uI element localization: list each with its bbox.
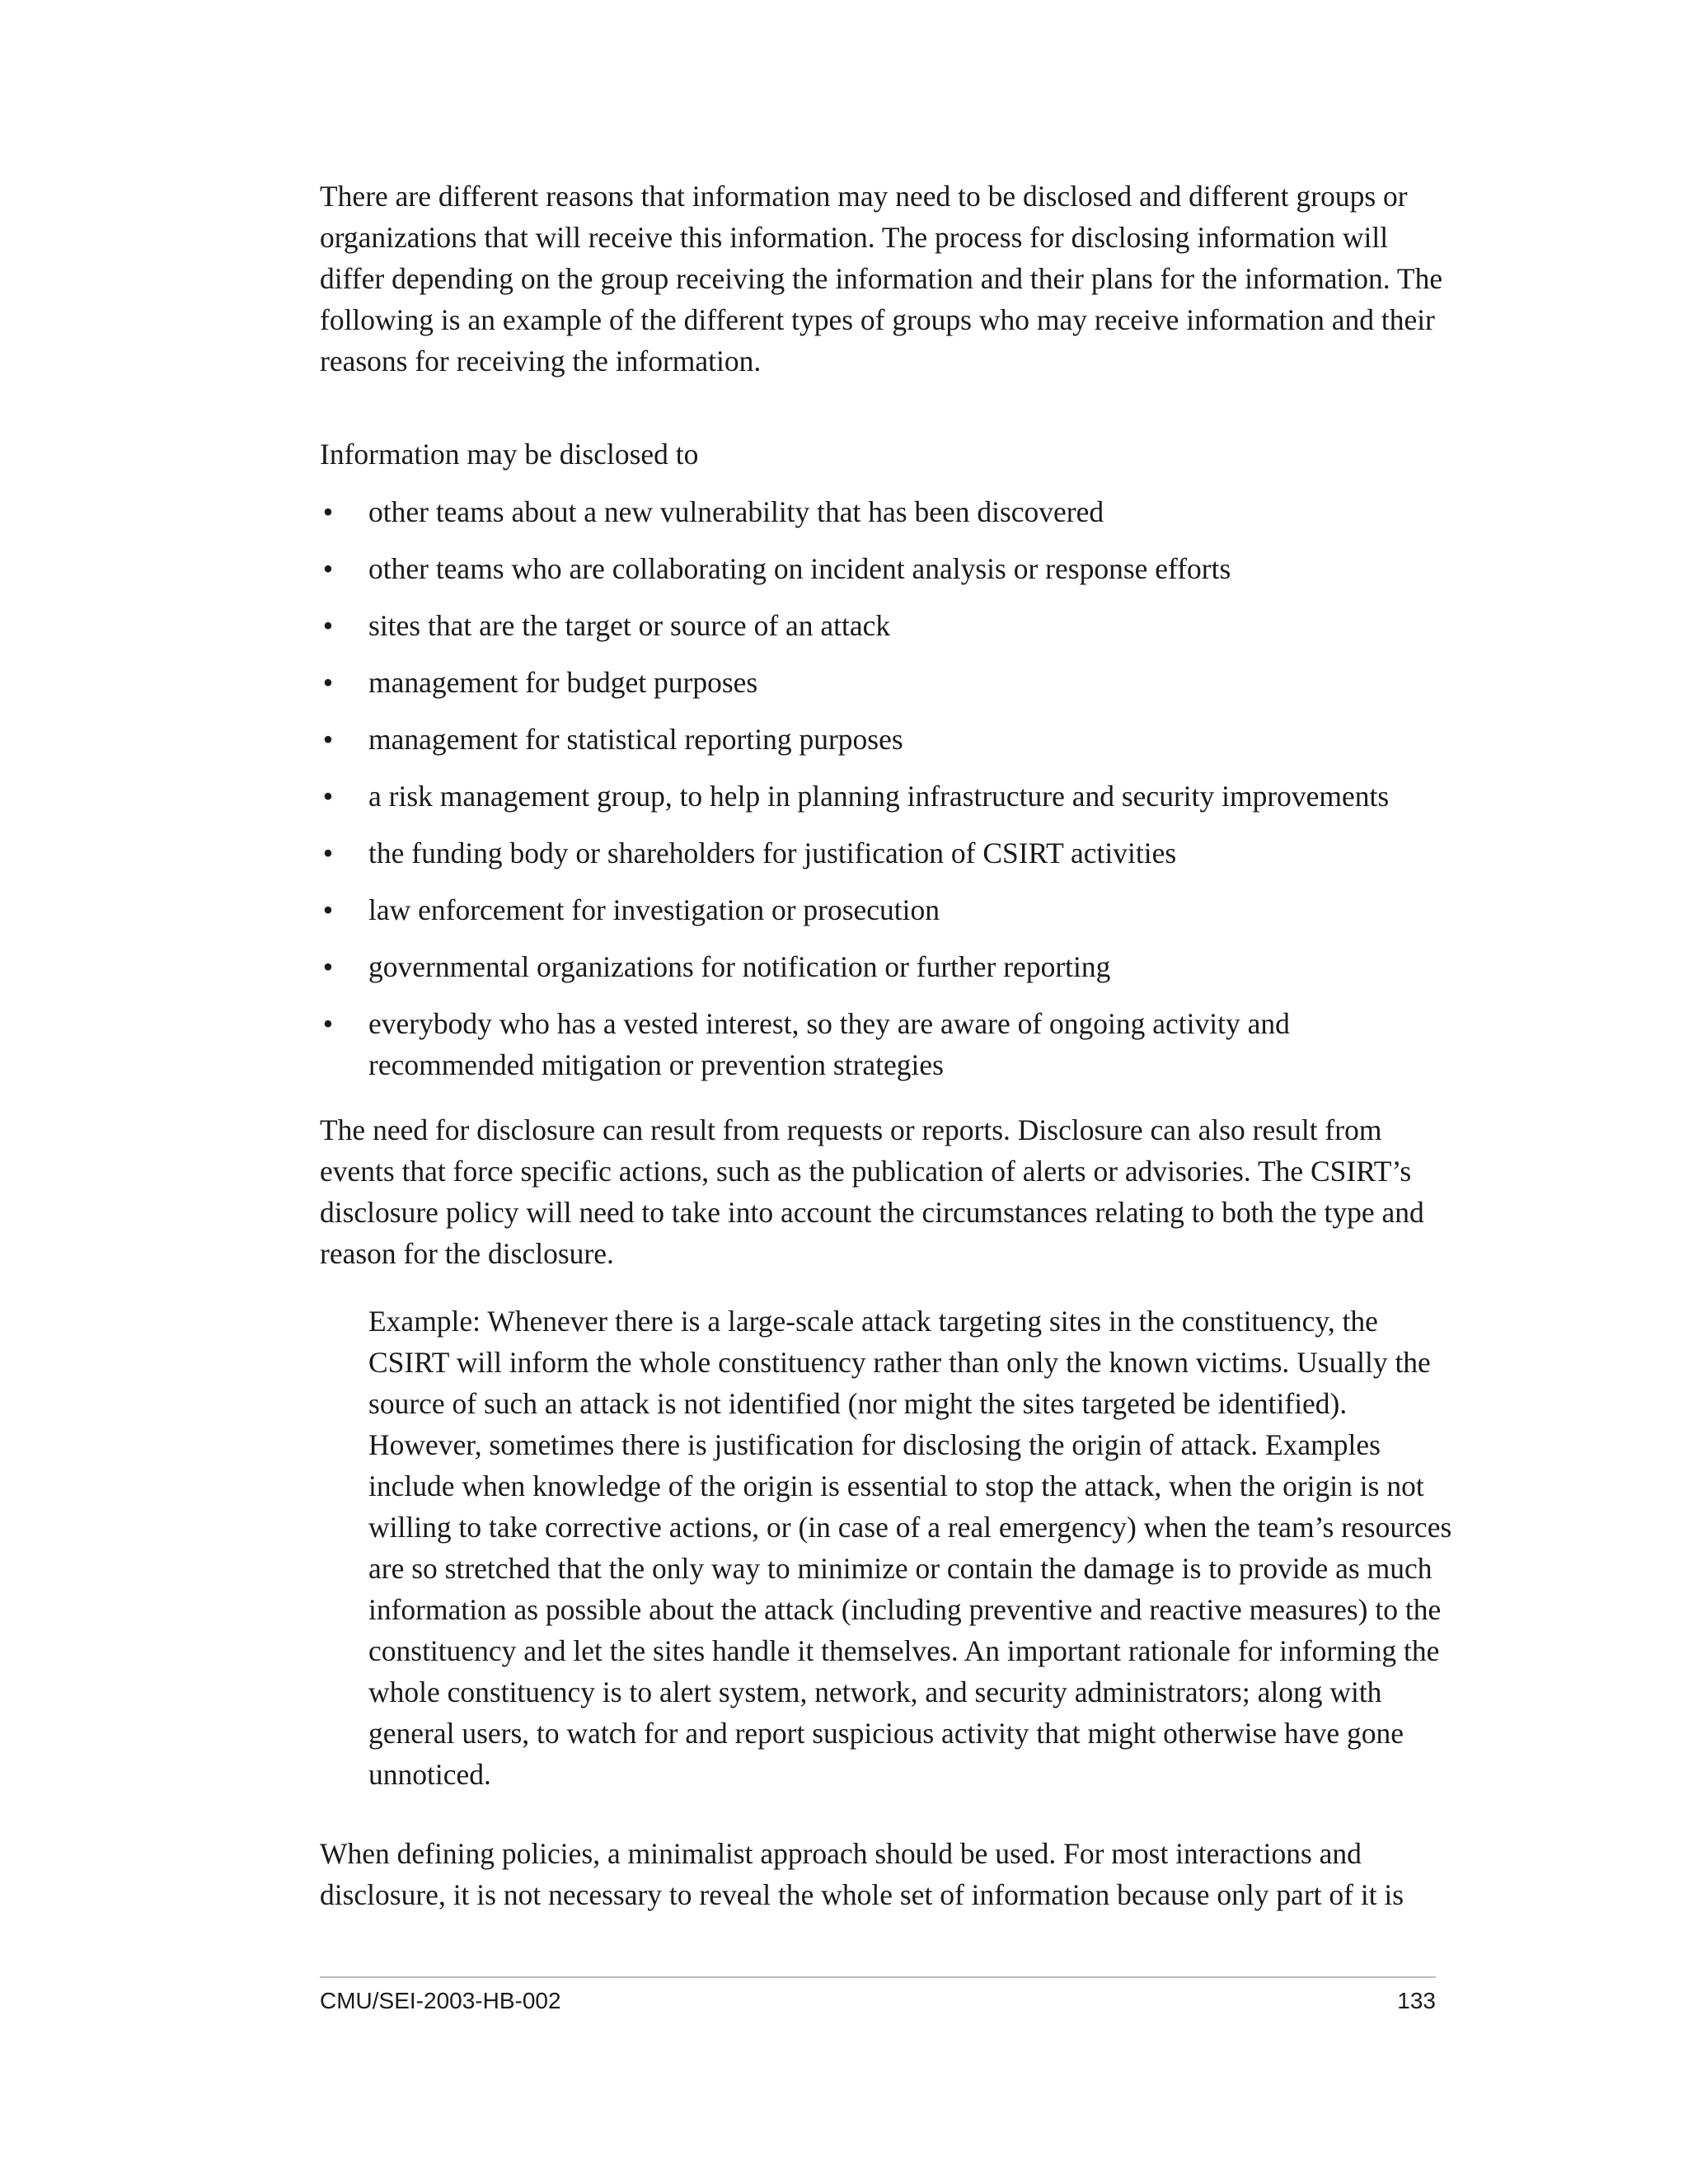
list-item (320, 1003, 1449, 1085)
example-block: Example: Whenever there is a large-scale attack targeting sites in the constituency, the CSIRT will inform the whole constituency rather than only the known victims. Usually the source of such an attack is not identified (nor might the sites targeted be identified). However, sometimes there is justification for disclosing the origin of attack. Examples include when knowledge of the origin is essential to stop the attack, when the origin is not willing to take corrective actions, or (in case of a real emergency) when the team’s resources are so stretched that the only way to minimize or contain the damage is to provide as much information as possible about the attack (including preventive and reactive measures) to the constituency and let the sites handle it themselves. An important rationale for informing the whole constituency is to alert system, network, and security administrators; along with general users, to watch for and report suspicious activity that might otherwise have gone unnoticed. (368, 1305, 1452, 1791)
list-item (320, 832, 1449, 874)
bullet-icon: • (322, 893, 334, 926)
bullet-icon: • (322, 780, 334, 813)
bullet-icon: • (322, 495, 334, 528)
disclosure-recipients-list (320, 491, 1449, 1085)
bullet-icon: • (322, 666, 334, 699)
bullet-icon: • (322, 723, 334, 756)
list-item (320, 889, 1449, 930)
bullet-icon: • (322, 1007, 334, 1040)
list-item (320, 605, 1449, 646)
list-lead: Information may be disclosed to (320, 438, 699, 471)
bullet-icon: • (322, 609, 334, 642)
list-item (320, 946, 1449, 987)
disclosure-paragraph: The need for disclosure can result from requests or reports. Disclosure can also result from events that force specific actions, such as the publication of alerts or advisories. The CSIRT’s disclosure policy will need to take into account the circumstances relating to both the type and reason for the disclosure. (320, 1113, 1424, 1270)
closing-paragraph: When defining policies, a minimalist approach should be used. For most interactions and disclosure, it is not necessary to reveal the whole set of information because only part of it is (320, 1837, 1404, 1911)
page-number: 133 (1397, 1988, 1436, 2013)
intro-paragraph: There are different reasons that information may need to be disclosed and different groups or organizations that will receive this information. The process for disclosing information will differ depending on the group receiving the information and their plans for the information. The following is an example of the different types of groups who may receive information and their reasons for receiving the information. (320, 180, 1443, 377)
list-item-text: management for budget purposes (368, 666, 758, 699)
bullet-icon: • (322, 950, 334, 983)
document-id: CMU/SEI-2003-HB-002 (320, 1988, 561, 2013)
list-item (320, 491, 1449, 532)
list-item-text: the funding body or shareholders for justification of CSIRT activities (368, 837, 1177, 869)
list-item-text: everybody who has a vested interest, so they are aware of ongoing activity and recommended mitigation or prevention strategies (368, 1007, 1290, 1081)
list-item-text: law enforcement for investigation or prosecution (368, 893, 940, 926)
page-body (320, 176, 1452, 1915)
list-item-text: governmental organizations for notification or further reporting (368, 950, 1111, 983)
bullet-icon: • (322, 552, 334, 585)
list-item (320, 776, 1449, 817)
footer-divider (320, 1976, 1436, 1978)
list-item-text: management for statistical reporting purposes (368, 723, 903, 756)
page-footer (320, 1983, 1436, 2019)
list-item-text: other teams who are collaborating on incident analysis or response efforts (368, 552, 1231, 585)
list-item (320, 548, 1449, 589)
list-item (320, 719, 1449, 760)
list-item-text: other teams about a new vulnerability that has been discovered (368, 495, 1104, 528)
list-item-text: a risk management group, to help in planning infrastructure and security improvements (368, 780, 1390, 813)
bullet-icon: • (322, 837, 334, 869)
list-item (320, 662, 1449, 703)
list-item-text: sites that are the target or source of an attack (368, 609, 891, 642)
